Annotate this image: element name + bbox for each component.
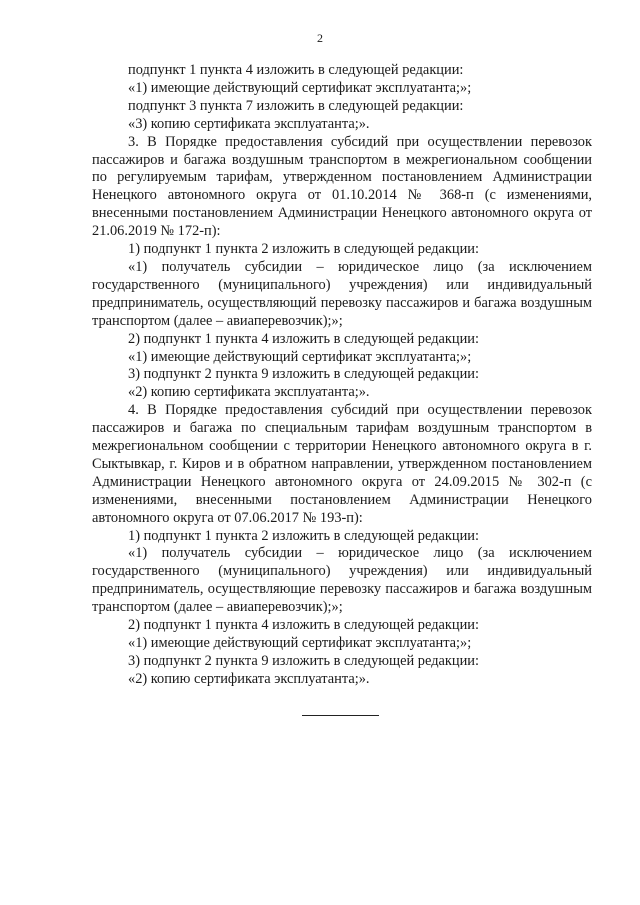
paragraph: подпункт 1 пункта 4 изложить в следующей редакции:	[128, 62, 464, 78]
paragraph: «3) копию сертификата эксплуатанта;».	[128, 115, 370, 132]
paragraph: «1) имеющие действующий сертификат эксплуатанта;»;	[128, 348, 472, 365]
paragraph: 2) подпункт 1 пункта 4 изложить в следующей редакции:	[128, 330, 479, 347]
paragraph: 2) подпункт 1 пункта 4 изложить в следующей редакции:	[128, 617, 479, 634]
paragraph: 3. В Порядке предоставления субсидий при осуществлении перевозок пассажиров и багажа воздушным транспортом в межрегиональном сообщении по регулируемым тарифам, утвержденном постановлением Администрации Ненецкого автономного округа от 01.10.2014 № 368-п (с изменениями, внесенными постановлением Администрации Ненецкого автономного округа от 21.06.2019 № 172-п):	[92, 133, 592, 240]
paragraph: 1) подпункт 1 пункта 2 изложить в следующей редакции:	[128, 527, 479, 544]
paragraph: «2) копию сертификата эксплуатанта;».	[128, 384, 370, 401]
paragraph: подпункт 3 пункта 7 изложить в следующей редакции:	[128, 97, 464, 114]
paragraph: «1) получатель субсидии – юридическое лицо (за исключением государственного (муниципального) учреждения) или индивидуальный предприниматель, осуществляющие перевозку пассажиров и багажа воздушным транспортом (далее – авиаперевозчик);»;	[92, 545, 592, 616]
document-body	[92, 62, 592, 689]
paragraph: «1) имеющие действующий сертификат эксплуатанта;»;	[128, 79, 472, 96]
paragraph: 1) подпункт 1 пункта 2 изложить в следующей редакции:	[128, 241, 479, 258]
paragraph: «2) копию сертификата эксплуатанта;».	[128, 670, 370, 687]
paragraph: «1) получатель субсидии – юридическое лицо (за исключением государственного (муниципального) учреждения) или индивидуальный предприниматель, осуществляющий перевозку пассажиров и багажа воздушным транспортом (далее – авиаперевозчик);»;	[92, 258, 592, 329]
end-divider-line	[302, 715, 379, 716]
page-number: 2	[317, 31, 323, 45]
paragraph: 3) подпункт 2 пункта 9 изложить в следующей редакции:	[128, 652, 479, 669]
paragraph: 3) подпункт 2 пункта 9 изложить в следующей редакции:	[128, 366, 479, 383]
paragraph: 4. В Порядке предоставления субсидий при осуществлении перевозок пассажиров и багажа по специальным тарифам воздушным транспортом в межрегиональном сообщении с территории Ненецкого автономного округа в г. Сыктывкар, г. Киров и в обратном направлении, утвержденном постановлением Администрации Ненецкого автономного округа от 24.09.2015 № 302-п (с изменениями, внесенными постановлением Администрации Ненецкого автономного округа от 07.06.2017 № 193-п):	[92, 402, 592, 526]
paragraph: «1) имеющие действующий сертификат эксплуатанта;»;	[128, 635, 472, 651]
